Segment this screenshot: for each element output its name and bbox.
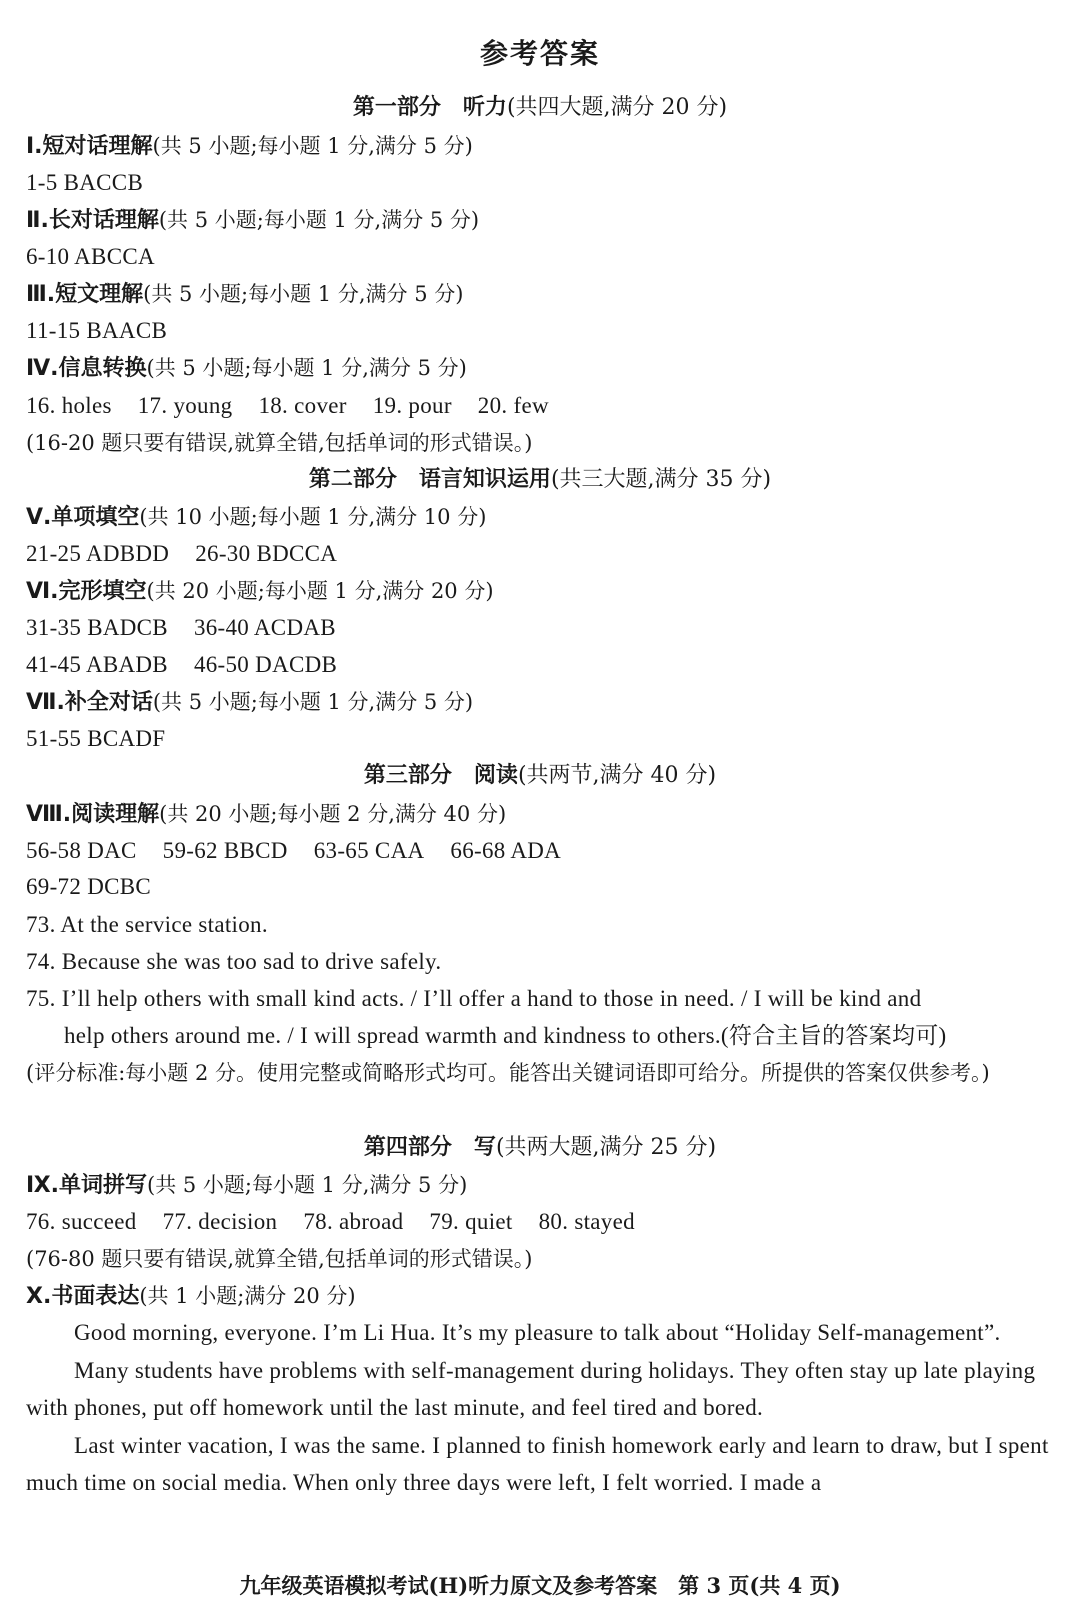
section-9-heading: Ⅸ.单词拼写(共 5 小题;每小题 1 分,满分 5 分) — [26, 1173, 468, 1198]
section-4-heading: Ⅳ.信息转换(共 5 小题;每小题 1 分,满分 5 分) — [26, 356, 467, 381]
section-7-answer: 51-55 BCADF — [26, 726, 166, 751]
answer-74: 74. Because she was too sad to drive safely. — [26, 949, 442, 974]
section-10-heading: Ⅹ.书面表达(共 1 小题;满分 20 分) — [26, 1284, 356, 1309]
section-2-heading: Ⅱ.长对话理解(共 5 小题;每小题 1 分,满分 5 分) — [26, 208, 480, 233]
section-7-heading: Ⅶ.补全对话(共 5 小题;每小题 1 分,满分 5 分) — [26, 690, 474, 715]
section-8-heading: Ⅷ.阅读理解(共 20 小题;每小题 2 分,满分 40 分) — [26, 802, 507, 827]
section-6-answers-row2: 41-45 ABADB 46-50 DACDB — [26, 652, 338, 677]
section-6-heading: Ⅵ.完形填空(共 20 小题;每小题 1 分,满分 20 分) — [26, 579, 494, 604]
part2-heading: 第二部分 语言知识运用(共三大题,满分 35 分) — [308, 467, 772, 492]
section-3-answer: 11-15 BAACB — [26, 318, 168, 343]
section-5-heading: Ⅴ.单项填空(共 10 小题;每小题 1 分,满分 10 分) — [26, 505, 487, 530]
section-9-words: 76. succeed 77. decision 78. abroad 79. quiet 80. stayed — [26, 1209, 635, 1234]
page-title: 参考答案 — [479, 37, 600, 70]
part1-heading: 第一部分 听力(共四大题,满分 20 分) — [352, 95, 728, 120]
scoring-note: (评分标准:每小题 2 分。使用完整或简略形式均可。能答出关键词语即可给分。所提供的答案仅供参考。) — [26, 1061, 990, 1085]
section-8-answers-row2: 69-72 DCBC — [26, 874, 152, 899]
section-3-heading: Ⅲ.短文理解(共 5 小题;每小题 1 分,满分 5 分) — [26, 282, 464, 307]
part3-heading: 第三部分 阅读(共两节,满分 40 分) — [363, 763, 717, 788]
page-footer: 九年级英语模拟考试(H)听力原文及参考答案 第 3 页(共 4 页) — [239, 1573, 841, 1598]
section-2-answer: 6-10 ABCCA — [26, 244, 155, 269]
section-4-note: (16-20 题只要有错误,就算全错,包括单词的形式错误。) — [26, 431, 533, 455]
essay-paragraph-2: Many students have problems with self-management during holidays. They often stay up late playing with phones, put off homework until the last minute, and feel tired and bored. — [26, 1358, 1036, 1420]
section-1-answer: 1-5 BACCB — [26, 170, 144, 195]
answer-73: 73. At the service station. — [26, 912, 268, 937]
section-6-answers-row1: 31-35 BADCB 36-40 ACDAB — [26, 615, 336, 640]
section-4-words: 16. holes 17. young 18. cover 19. pour 20. few — [26, 393, 549, 418]
answer-75-line1: 75. I’ll help others with small kind acts. / I’ll offer a hand to those in need. / I will be kind and — [26, 986, 922, 1011]
section-9-note: (76-80 题只要有错误,就算全错,包括单词的形式错误。) — [26, 1247, 533, 1271]
essay-paragraph-1: Good morning, everyone. I’m Li Hua. It’s my pleasure to talk about “Holiday Self-management”. — [74, 1320, 1001, 1345]
essay-paragraph-3: Last winter vacation, I was the same. I planned to finish homework early and learn to draw, but I spent much time on social media. When only three days were left, I felt worried. I made a — [26, 1433, 1049, 1495]
section-5-answers: 21-25 ADBDD 26-30 BDCCA — [26, 541, 338, 566]
answer-75-line2: help others around me. / I will spread warmth and kindness to others.(符合主旨的答案均可) — [64, 1023, 947, 1048]
part4-heading: 第四部分 写(共两大题,满分 25 分) — [363, 1135, 717, 1160]
section-8-answers-row1: 56-58 DAC 59-62 BBCD 63-65 CAA 66-68 ADA — [26, 838, 562, 863]
section-1-heading: Ⅰ.短对话理解(共 5 小题;每小题 1 分,满分 5 分) — [26, 134, 473, 159]
